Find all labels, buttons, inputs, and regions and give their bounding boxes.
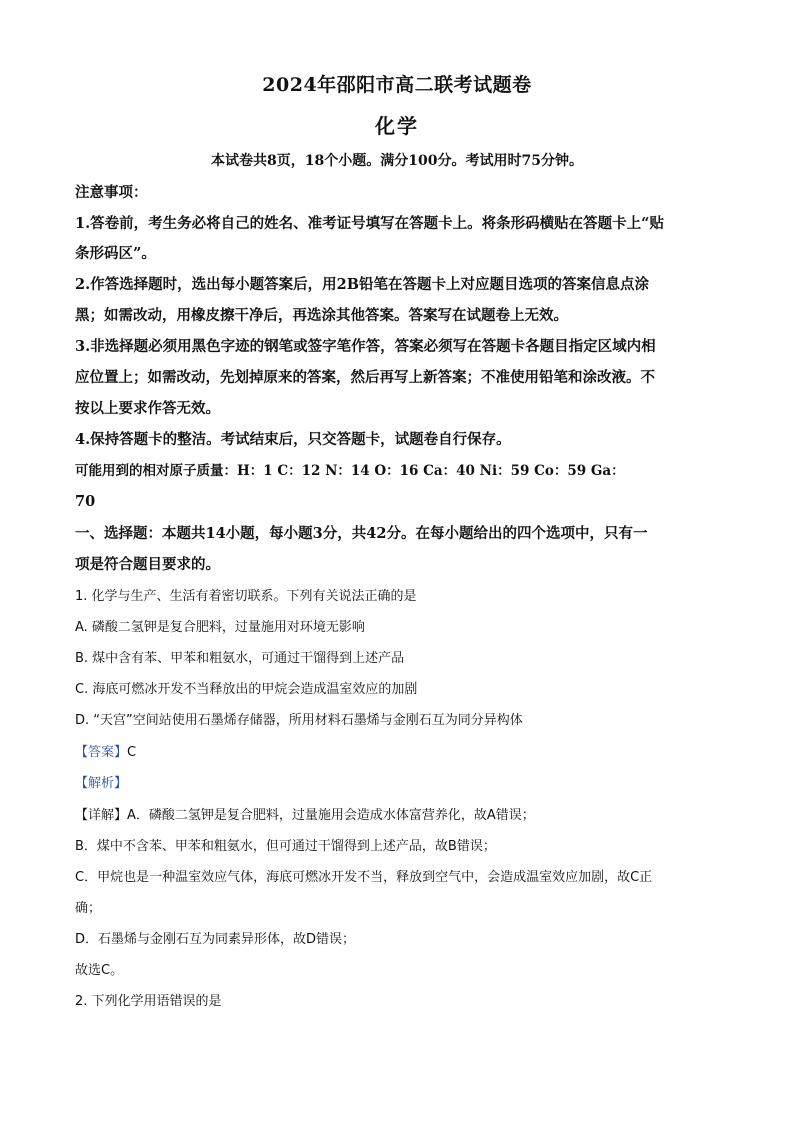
question-stem: 1. 化学与生产、生活有着密切联系。下列有关说法正确的是	[75, 589, 417, 604]
exam-title: 2024年邵阳市高二联考试题卷	[262, 74, 532, 96]
answer-line	[75, 743, 725, 763]
section-heading: 项是符合题目要求的。	[75, 556, 220, 573]
analysis-line	[75, 774, 725, 794]
notice-line: 3.非选择题必须用黑色字迹的钢笔或签字笔作答，答案必须写在答题卡各题目指定区域内相	[75, 338, 656, 355]
analysis-label: 【解析】	[75, 776, 128, 791]
notice-line: 2.作答选择题时，选出每小题答案后，用2B铅笔在答题卡上对应题目选项的答案信息点涂	[75, 276, 649, 293]
question-option: C. 海底可燃冰开发不当释放出的甲烷会造成温室效应的加剧	[75, 682, 418, 697]
detail-line: C．甲烷也是一种温室效应气体，海底可燃冰开发不当，释放到空气中，会造成温室效应加剧，故C正	[75, 870, 653, 885]
question-stem: 2. 下列化学用语错误的是	[75, 994, 222, 1009]
detail-line: 故选C。	[75, 963, 124, 978]
notice-line: 应位置上；如需改动，先划掉原来的答案，然后再写上新答案；不准使用铅笔和涂改液。不	[75, 369, 655, 386]
notice-line: 条形码区”。	[75, 245, 156, 262]
question-option: B. 煤中含有苯、甲苯和粗氨水，可通过干馏得到上述产品	[75, 651, 405, 666]
detail-line	[75, 806, 725, 826]
atomic-mass-line: 70	[75, 493, 96, 510]
answer-value: C	[127, 745, 137, 760]
subject-title: 化学	[375, 114, 419, 138]
question-option: D. “天宫”空间站使用石墨烯存储器，所用材料石墨烯与金刚石互为同分异构体	[75, 713, 523, 728]
atomic-mass-line: 可能用到的相对原子质量：H：1 C：12 N：14 O：16 Ca：40 Ni：59 Co：59 Ga：	[75, 463, 625, 479]
notice-line: 4.保持答题卡的整洁。考试结束后，只交答题卡，试题卷自行保存。	[75, 431, 511, 448]
question-option: A. 磷酸二氢钾是复合肥料，过量施用对环境无影响	[75, 620, 365, 635]
notice-heading: 注意事项：	[75, 184, 148, 201]
answer-label: 【答案】	[75, 745, 128, 760]
notice-line: 黑；如需改动，用橡皮擦干净后，再选涂其他答案。答案写在试题卷上无效。	[75, 307, 568, 324]
notice-line: 1.答卷前，考生务必将自己的姓名、准考证号填写在答题卡上。将条形码横贴在答题卡上“贴	[75, 215, 664, 232]
section-heading: 一、选择题：本题共14小题，每小题3分，共42分。在每小题给出的四个选项中，只有一	[75, 525, 648, 542]
detail-line: 确；	[75, 901, 102, 916]
detail-text: A．磷酸二氢钾是复合肥料，过量施用会造成水体富营养化，故A错误；	[127, 808, 535, 823]
notice-line: 按以上要求作答无效。	[75, 400, 220, 417]
detail-label: 【详解】	[75, 808, 128, 823]
detail-line: B．煤中不含苯、甲苯和粗氨水，但可通过干馏得到上述产品，故B错误；	[75, 839, 496, 854]
exam-info: 本试卷共8页，18个小题。满分100分。考试用时75分钟。	[211, 153, 583, 169]
detail-line: D．石墨烯与金刚石互为同素异形体，故D错误；	[75, 932, 356, 947]
